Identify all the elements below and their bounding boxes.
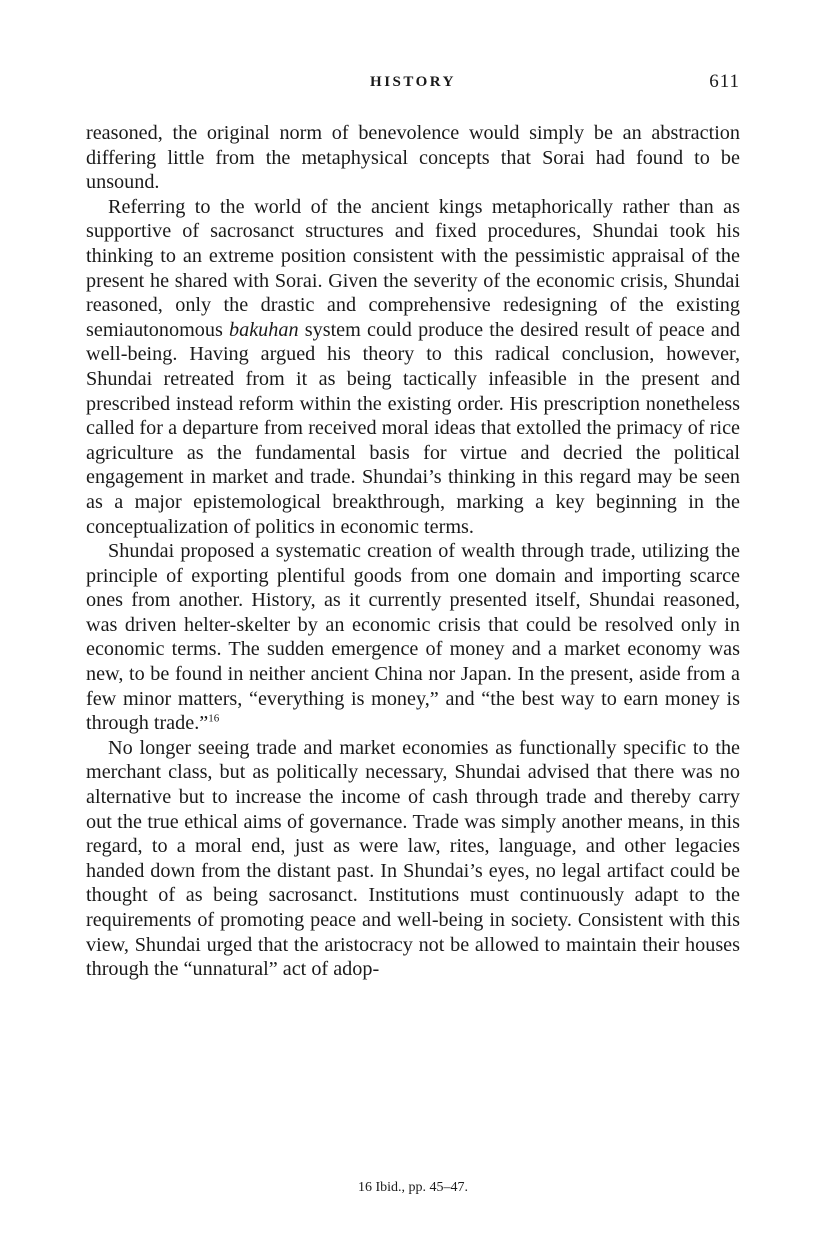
paragraph-text: Shundai proposed a systematic creation of wealth through trade, utilizing the principle of exporting plentiful goods from one domain and importing scarce ones from another. History, as it currently presented itself, Shundai reasoned, was driven helter-skelter by an economic crisis that could be resolved only in economic terms. The sudden emergence of money and a market economy was new, to be found in neither ancient China nor Japan. In the present, aside from a few minor matters, “everything is money,” and “the best way to earn money is through trade.” [86,540,740,735]
running-title: HISTORY [370,74,456,90]
footnote: 16 Ibid., pp. 45–47. [357,1180,469,1195]
body-text [86,121,740,982]
paragraph-text: No longer seeing trade and market economies as functionally specific to the merchant class, but as politically necessary, Shundai advised that there was no alternative but to increase the income of cash through trade and thereby carry out the true ethical aims of governance. Trade was simply another means, in this regard, to a moral end, just as were law, rites, language, and other legacies handed down from the distant past. In Shundai’s eyes, no legal artifact could be thought of as being sacrosanct. Institutions must continuously adapt to the requirements of promoting peace and well-being in society. Consistent with this view, Shundai urged that the aristocracy not be allowed to maintain their houses through the “unnatural” act of adop- [86,736,740,981]
footnote-ref: 16 [208,712,220,725]
paragraph-text: system could produce the desired result of peace and well-being. Having argued his theory to this radical conclusion, however, Shundai retreated from it as being tactically infeasible in the present and prescribed instead reform within the existing order. His prescription nonetheless called for a departure from received moral ideas that extolled the primacy of rice agriculture as the fundamental basis for virtue and decried the political engagement in market and trade. Shundai’s thinking in this regard may be seen as a major epistemological breakthrough, marking a key beginning in the conceptualization of politics in economic terms. [86,318,741,538]
paragraph [86,736,740,982]
page-number: 611 [709,71,740,92]
paragraph [86,121,740,195]
paragraph-text: Referring to the world of the ancient kings metaphorically rather than as supportive of sacrosanct structures and fixed procedures, Shundai took his thinking to an extreme position consistent with the pessimistic appraisal of the present he shared with Sorai. Given the severity of the economic crisis, Shundai reasoned, only the drastic and comprehensive redesigning of the existing semiautonomous [86,195,740,341]
running-head [86,71,740,102]
paragraph-text: reasoned, the original norm of benevolence would simply be an abstraction differing little from the metaphysical concepts that Sorai had found to be unsound. [86,122,740,194]
paragraph [86,539,740,736]
paragraph [86,195,740,539]
italic-term: bakuhan [229,318,299,341]
